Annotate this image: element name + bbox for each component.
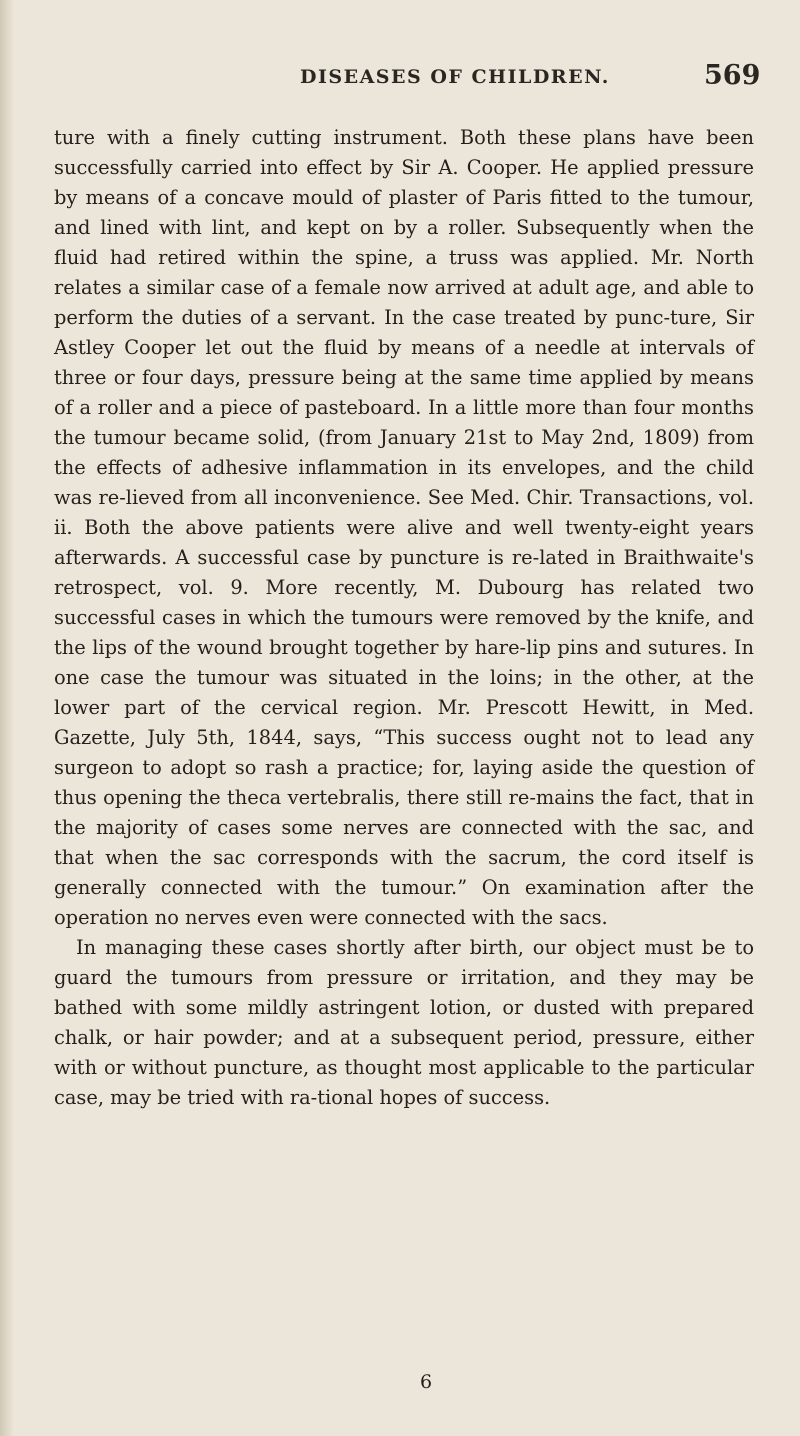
page-number: 569 [704, 60, 761, 91]
page-header [0, 60, 800, 100]
paragraph-continuation: ture with a finely cutting instrument. Both these plans have been successfully carried into effect by Sir A. Cooper. He applied pressure by means of a concave mould of plaster of Paris fitted to the tumour, and lined with lint, and kept on by a roller. Subsequently when the fluid had retired within the spine, a truss was applied. Mr. North relates a similar case of a female now arrived at adult age, and able to perform the duties of a servant. In the case treated by punc-ture, Sir Astley Cooper let out the fluid by means of a needle at intervals of three or four days, pressure being at the same time applied by means of a roller and a piece of pasteboard. In a little more than four months the tumour became solid, (from January 21st to May 2nd, 1809) from the effects of adhesive inflammation in its envelopes, and the child was re-lieved from all inconvenience. See Med. Chir. Transactions, vol. ii. Both the above patients were alive and well twenty-eight years afterwards. A successful case by puncture is re-lated in Braithwaite's retrospect, vol. 9. More recently, M. Dubourg has related two successful cases in which the tumours were removed by the knife, and the lips of the wound brought together by hare-lip pins and sutures. In one case the tumour was situated in the loins; in the other, at the lower part of the cervical region. Mr. Prescott Hewitt, in Med. Gazette, July 5th, 1844, says, “This success ought not to lead any surgeon to adopt so rash a practice; for, laying aside the question of thus opening the theca vertebralis, there still re-mains the fact, that in the majority of cases some nerves are connected with the sac, and that when the sac corresponds with the sacrum, the cord itself is generally connected with the tumour.” On examination after the operation no nerves even were connected with the sacs. [54, 126, 754, 929]
page-gutter [0, 0, 14, 1436]
body-text [54, 123, 754, 1113]
signature-mark: 6 [420, 1371, 433, 1393]
paragraph-management: In managing these cases shortly after birth, our object must be to guard the tumours from pressure or irritation, and they may be bathed with some mildly astringent lotion, or dusted with prepared chalk, or hair powder; and at a subsequent period, pressure, either with or without puncture, as thought most applicable to the particular case, may be tried with ra-tional hopes of success. [54, 936, 754, 1109]
running-head: DISEASES OF CHILDREN. [300, 66, 610, 88]
